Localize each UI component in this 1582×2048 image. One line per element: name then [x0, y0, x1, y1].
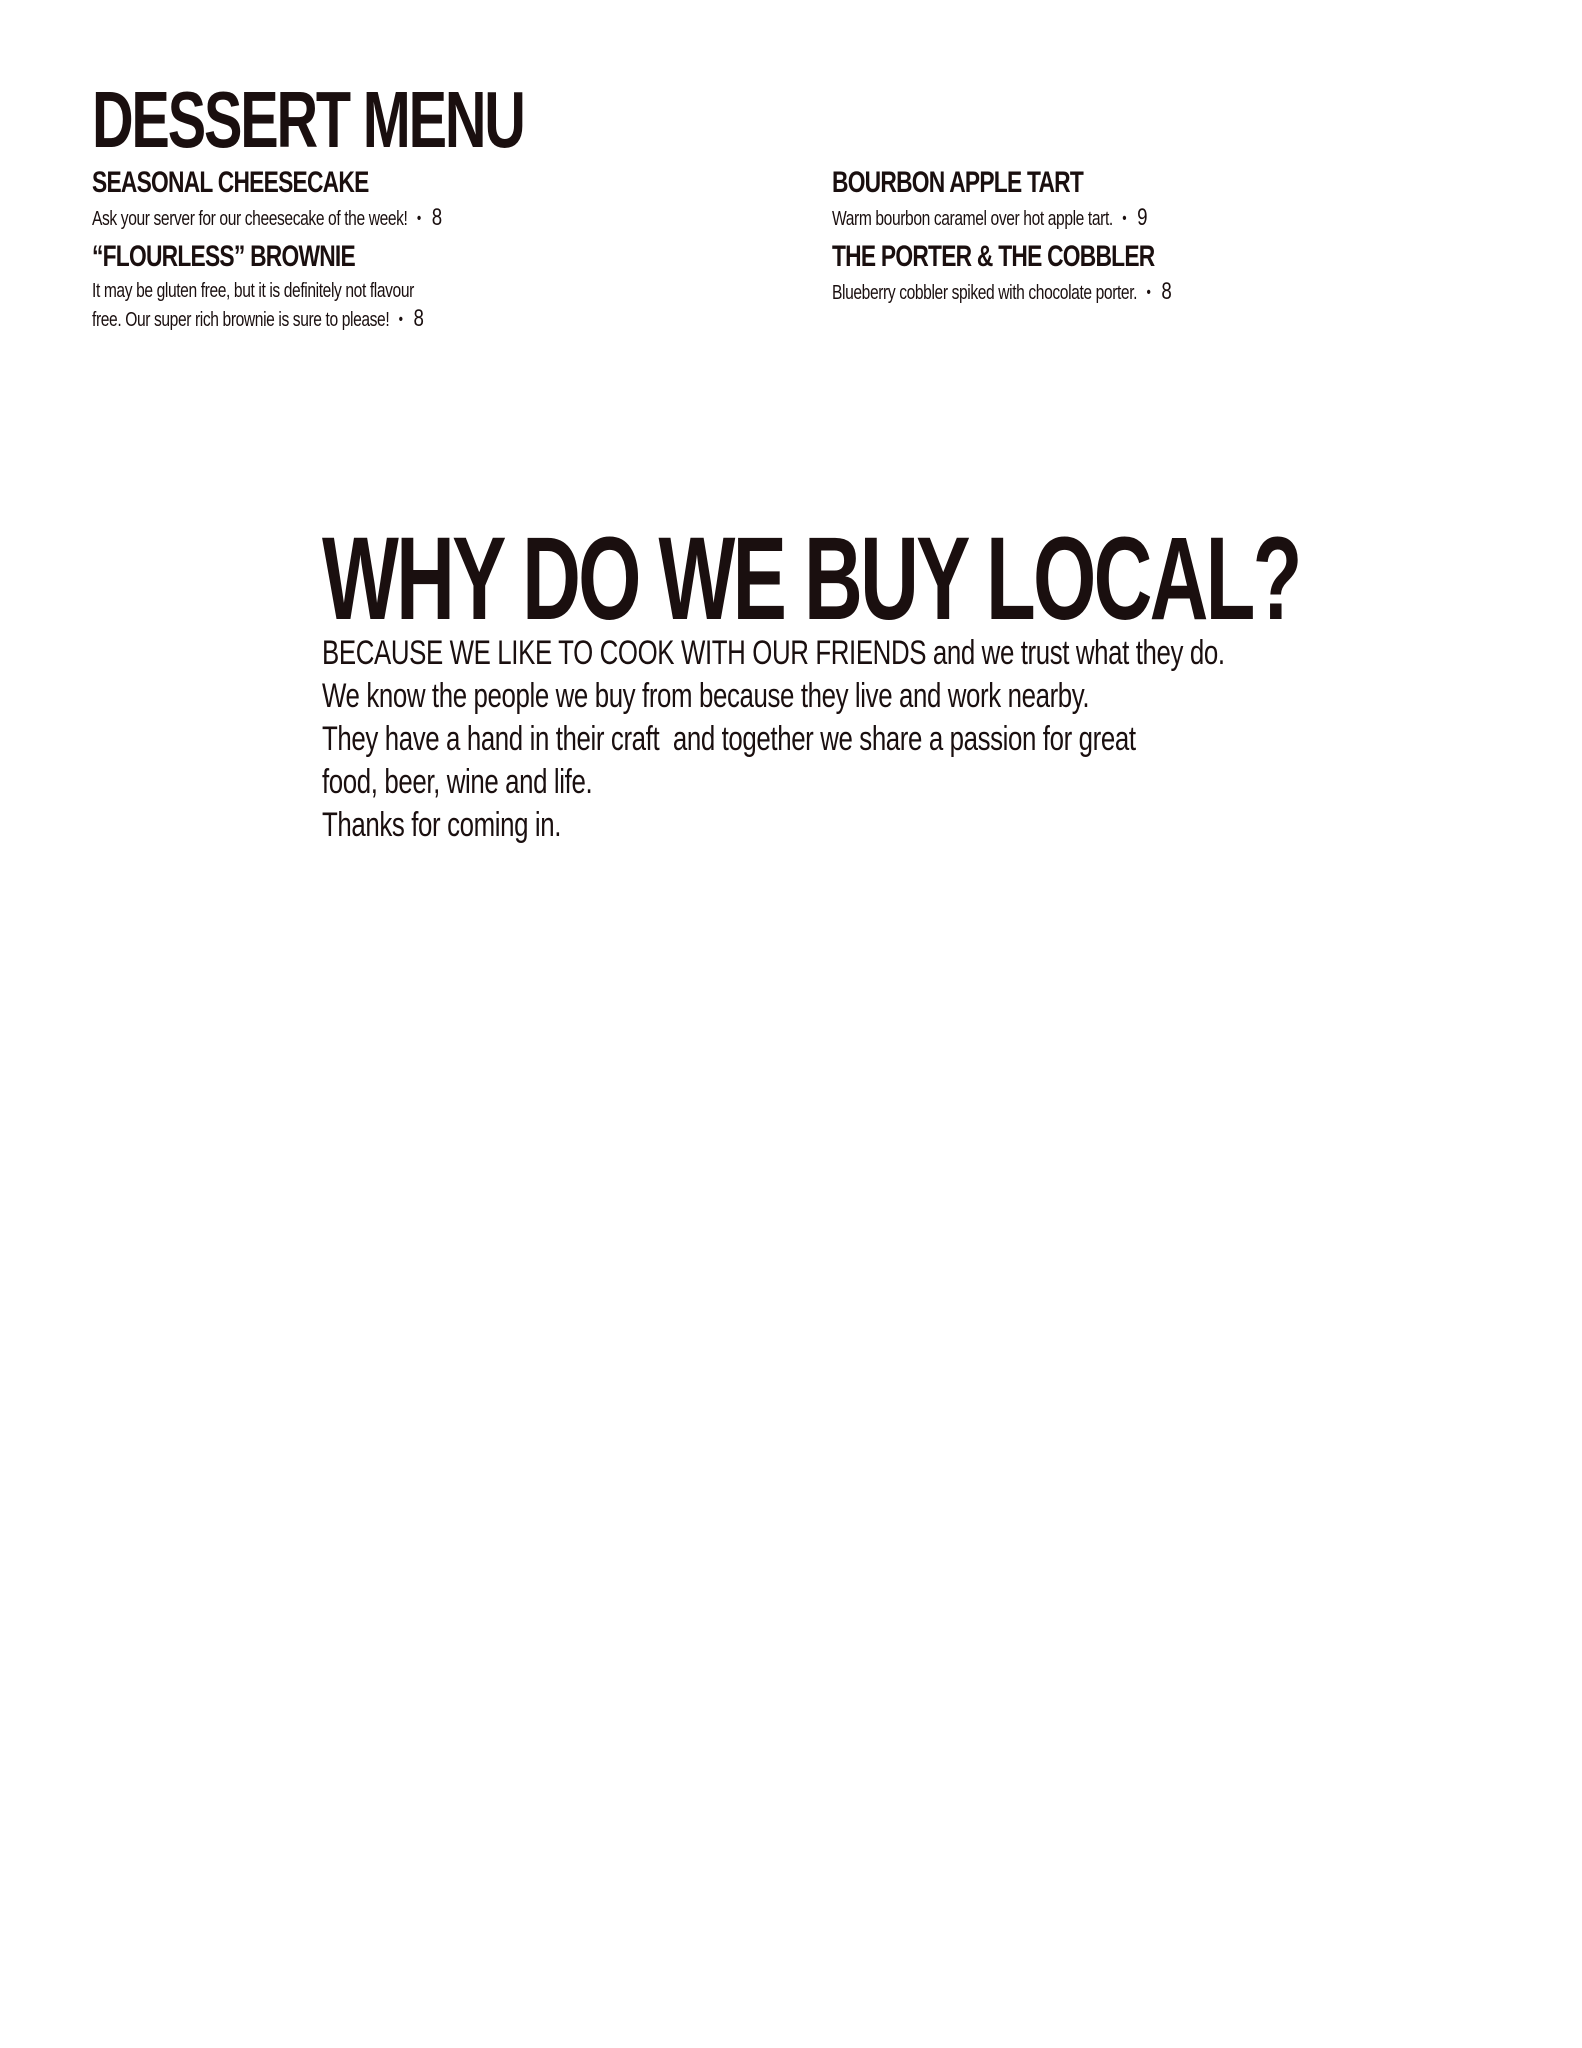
body-line: Thanks for coming in. — [322, 806, 562, 844]
buy-local-heading: WHY DO WE BUY LOCAL? — [322, 513, 1300, 645]
bullet-separator: • — [398, 311, 403, 328]
menu-item-bourbon-apple-tart — [832, 166, 1392, 233]
menu-item-seasonal-cheesecake — [92, 166, 652, 233]
body-line: We know the people we buy from because they live and work nearby. — [322, 677, 1090, 715]
item-description — [832, 204, 1300, 233]
item-description-text: It may be gluten free, but it is definitely not flavour free. Our super rich brownie is sure to please! — [92, 280, 414, 331]
item-price: 8 — [1161, 278, 1172, 305]
item-price: 8 — [413, 305, 424, 332]
item-description-text: Blueberry cobbler spiked with chocolate porter. — [832, 282, 1138, 304]
item-description-text: Ask your server for our cheesecake of the week! — [92, 208, 408, 230]
item-price: 8 — [431, 204, 442, 231]
item-description — [92, 204, 560, 233]
item-description-text: Warm bourbon caramel over hot apple tart. — [832, 208, 1113, 230]
item-name: “FLOURLESS” BROWNIE — [92, 240, 355, 273]
body-line: They have a hand in their craft and together we share a passion for great — [322, 720, 1136, 758]
page-title: DESSERT MENU — [92, 75, 524, 164]
item-description — [92, 278, 435, 334]
bullet-separator: • — [416, 210, 421, 227]
buy-local-body — [322, 632, 1257, 847]
menu-item-flourless-brownie — [92, 240, 652, 334]
item-name: SEASONAL CHEESECAKE — [92, 166, 369, 199]
body-line: BECAUSE WE LIKE TO COOK WITH OUR FRIENDS and we trust what they do. — [322, 634, 1225, 672]
body-line: food, beer, wine and life. — [322, 763, 593, 801]
item-name: THE PORTER & THE COBBLER — [832, 240, 1155, 273]
menu-item-porter-cobbler — [832, 240, 1392, 307]
bullet-separator: • — [1146, 284, 1151, 301]
bullet-separator: • — [1122, 210, 1127, 227]
item-description — [832, 278, 1300, 307]
item-price: 9 — [1137, 204, 1148, 231]
item-name: BOURBON APPLE TART — [832, 166, 1084, 199]
